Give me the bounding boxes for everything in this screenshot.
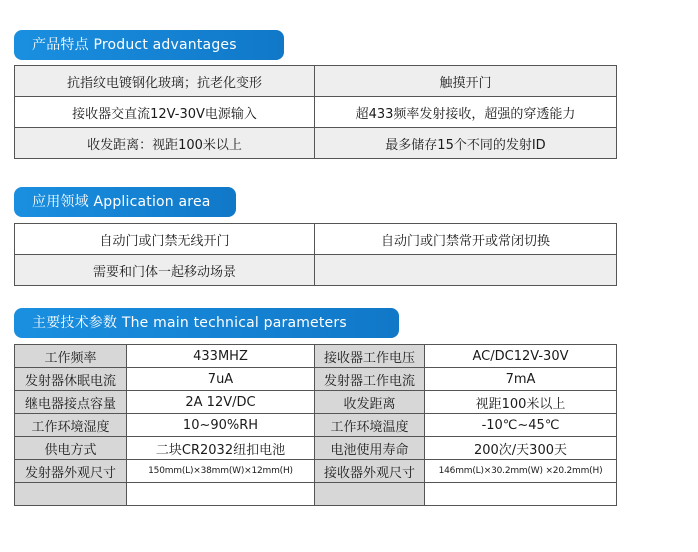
spec-value: 150mm(L)×38mm(W)×12mm(H) xyxy=(127,460,315,483)
table-cell: 接收器交直流12V-30V电源输入 xyxy=(15,97,315,128)
spec-key: 发射器工作电流 xyxy=(315,368,425,391)
spec-value: 433MHZ xyxy=(127,345,315,368)
table-cell: 抗指纹电镀钢化玻璃；抗老化变形 xyxy=(15,66,315,97)
table-row xyxy=(15,460,617,483)
application-table xyxy=(14,223,617,286)
spec-value: -10℃~45℃ xyxy=(425,414,617,437)
table-row xyxy=(15,66,617,97)
spec-value: 7mA xyxy=(425,368,617,391)
section-header-application: 应用领域 Application area xyxy=(14,187,236,217)
table-row xyxy=(15,437,617,460)
specs-table xyxy=(14,344,617,506)
spec-key: 电池使用寿命 xyxy=(315,437,425,460)
spec-key: 工作频率 xyxy=(15,345,127,368)
table-row xyxy=(15,414,617,437)
spec-key: 收发距离 xyxy=(315,391,425,414)
spec-key xyxy=(15,483,127,506)
table-cell: 需要和门体一起移动场景 xyxy=(15,255,315,286)
spec-value xyxy=(425,483,617,506)
spec-value: 10~90%RH xyxy=(127,414,315,437)
spec-key xyxy=(315,483,425,506)
spec-key: 接收器工作电压 xyxy=(315,345,425,368)
spec-key: 供电方式 xyxy=(15,437,127,460)
spec-key: 继电器接点容量 xyxy=(15,391,127,414)
table-cell: 收发距离：视距100米以上 xyxy=(15,128,315,159)
spec-key: 工作环境湿度 xyxy=(15,414,127,437)
spec-value: AC/DC12V-30V xyxy=(425,345,617,368)
spec-value: 视距100米以上 xyxy=(425,391,617,414)
spec-value xyxy=(127,483,315,506)
table-row xyxy=(15,128,617,159)
table-row xyxy=(15,255,617,286)
table-row xyxy=(15,391,617,414)
spec-value: 146mm(L)×30.2mm(W) ×20.2mm(H) xyxy=(425,460,617,483)
table-row xyxy=(15,483,617,506)
table-row xyxy=(15,224,617,255)
table-row xyxy=(15,345,617,368)
section-header-specs: 主要技术参数 The main technical parameters xyxy=(14,308,399,338)
spec-value: 2A 12V/DC xyxy=(127,391,315,414)
spec-key: 接收器外观尺寸 xyxy=(315,460,425,483)
table-row xyxy=(15,97,617,128)
table-cell: 最多储存15个不同的发射ID xyxy=(315,128,617,159)
spec-key: 发射器休眠电流 xyxy=(15,368,127,391)
spec-key: 发射器外观尺寸 xyxy=(15,460,127,483)
table-cell: 触摸开门 xyxy=(315,66,617,97)
table-cell: 自动门或门禁无线开门 xyxy=(15,224,315,255)
advantages-table xyxy=(14,65,617,159)
spec-value: 二块CR2032纽扣电池 xyxy=(127,437,315,460)
table-cell: 超433频率发射接收，超强的穿透能力 xyxy=(315,97,617,128)
section-header-advantages: 产品特点 Product advantages xyxy=(14,30,284,60)
spec-key: 工作环境温度 xyxy=(315,414,425,437)
spec-value: 7uA xyxy=(127,368,315,391)
table-cell: 自动门或门禁常开或常闭切换 xyxy=(315,224,617,255)
table-row xyxy=(15,368,617,391)
spec-value: 200次/天300天 xyxy=(425,437,617,460)
table-cell xyxy=(315,255,617,286)
